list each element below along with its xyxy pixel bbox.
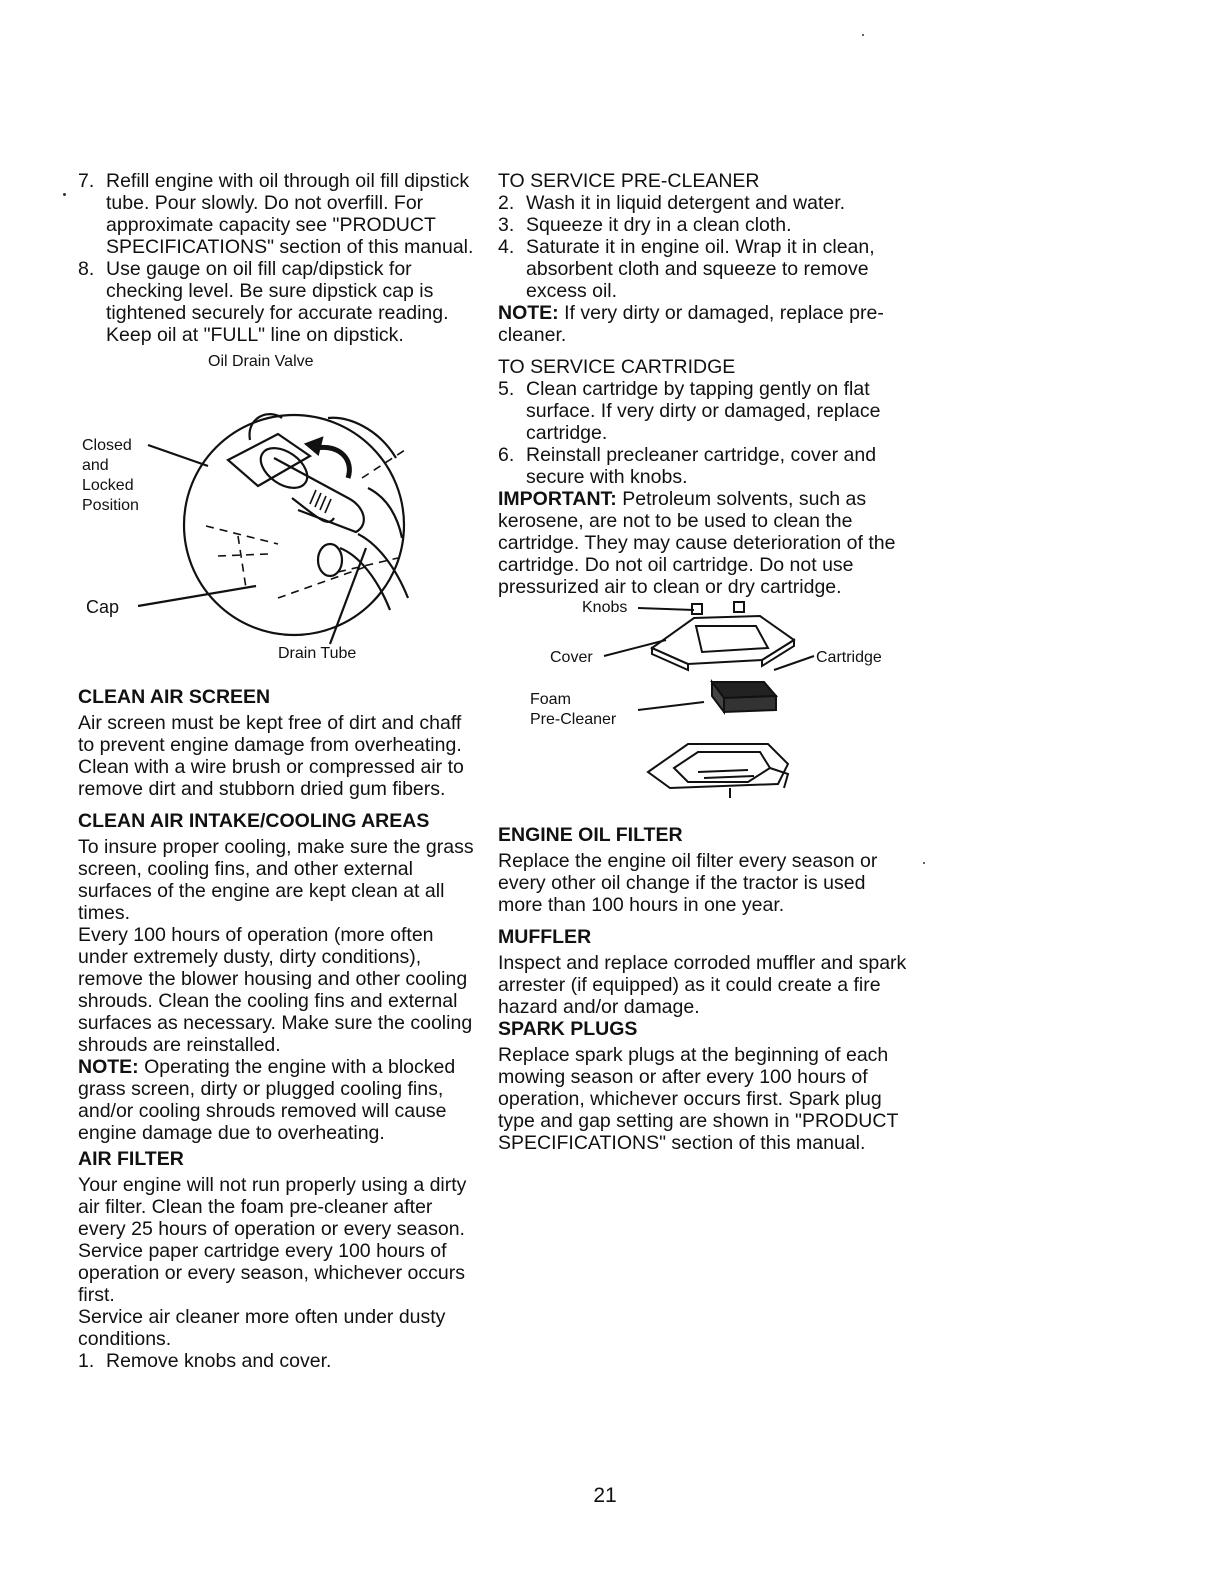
label-line: and	[82, 457, 109, 474]
step-text: Use gauge on oil fill cap/dipstick for checking level. Be sure dipstick cap is tightened securely for accurate reading. Keep oil at "FULL" line on dipstick.	[106, 258, 449, 346]
clean-air-intake-para2: Every 100 hours of operation (more often under extremely dusty, dirty conditions), remove the blower housing and other cooling shrouds. Clean the cooling fins and external surfaces as necessary. Make sure the cooling shrouds are reinstalled.	[78, 924, 473, 1056]
air-filter-para1: Your engine will not run properly using a dirty air filter. Clean the foam pre-cleaner after every 25 hours of operation or every season. Service paper cartridge every 100 hours of operation or every season, whichever occurs first.	[78, 1174, 467, 1306]
label-line: Locked	[82, 477, 134, 494]
left-column	[78, 170, 478, 1372]
note-text: Operating the engine with a blocked grass screen, dirty or plugged cooling fins, and/or cooling shrouds removed will cause engine damage due to overheating.	[78, 1056, 456, 1144]
foam-precleaner-label	[530, 690, 616, 730]
step-8	[78, 258, 478, 346]
clean-air-screen-body: Air screen must be kept free of dirt and chaff to prevent engine damage from overheating. Clean with a wire brush or compressed air to remove dirt and stubborn dried gum fibers.	[78, 712, 464, 800]
step-text: Squeeze it dry in a clean cloth.	[526, 214, 792, 236]
step-5	[498, 378, 908, 444]
clean-air-intake-para1: To insure proper cooling, make sure the grass screen, cooling fins, and other external surfaces of the engine are kept clean at all times.	[78, 836, 474, 924]
step-text: Refill engine with oil through oil fill dipstick tube. Pour slowly. Do not overfill. For approximate capacity see "PRODUCT SPECIFICATIONS" section of this manual.	[106, 170, 474, 258]
clean-air-screen-heading: CLEAN AIR SCREEN	[78, 686, 271, 708]
step-7	[78, 170, 478, 258]
scan-speck	[862, 34, 864, 36]
air-filter-para2: Service air cleaner more often under dusty conditions.	[78, 1306, 446, 1350]
clean-air-intake-heading: CLEAN AIR INTAKE/COOLING AREAS	[78, 810, 430, 832]
label-line: Position	[82, 497, 139, 514]
step-number: 3.	[498, 214, 515, 236]
right-column	[498, 170, 908, 1154]
cartridge-label: Cartridge	[816, 649, 882, 666]
step-number: 6.	[498, 444, 515, 466]
step-3	[498, 214, 908, 236]
air-cleaner-figure	[498, 598, 908, 824]
spark-plugs-heading: SPARK PLUGS	[498, 1018, 638, 1040]
service-precleaner-heading: TO SERVICE PRE-CLEANER	[498, 170, 760, 192]
note-label: NOTE:	[498, 302, 559, 324]
step-number: 2.	[498, 192, 515, 214]
label-line: Closed	[82, 437, 132, 454]
drain-tube-label: Drain Tube	[278, 645, 357, 662]
clean-air-intake-note	[78, 1056, 478, 1144]
precleaner-note	[498, 302, 908, 346]
label-line: Foam	[530, 691, 571, 708]
cover-label: Cover	[550, 649, 593, 666]
step-6	[498, 444, 908, 488]
step-text: Wash it in liquid detergent and water.	[526, 192, 846, 214]
step-number: 5.	[498, 378, 515, 400]
step-number: 1.	[78, 1350, 95, 1372]
note-text: If very dirty or damaged, replace pre-cleaner.	[498, 302, 884, 346]
cap-label: Cap	[86, 597, 120, 617]
air-filter-heading: AIR FILTER	[78, 1148, 184, 1170]
step-text: Remove knobs and cover.	[106, 1350, 332, 1372]
page-number: 21	[593, 1484, 617, 1507]
step-text: Clean cartridge by tapping gently on flat surface. If very dirty or damaged, replace cartridge.	[526, 378, 881, 444]
important-note	[498, 488, 908, 598]
service-cartridge-heading: TO SERVICE CARTRIDGE	[498, 356, 736, 378]
step-text: Reinstall precleaner cartridge, cover and secure with knobs.	[526, 444, 877, 488]
important-label: IMPORTANT:	[498, 488, 617, 510]
step-4	[498, 236, 908, 302]
closed-locked-label	[82, 436, 139, 516]
step-2	[498, 192, 908, 214]
engine-oil-filter-body: Replace the engine oil filter every season or every other oil change if the tractor is used more than 100 hours in one year.	[498, 850, 878, 916]
step-number: 7.	[78, 170, 95, 192]
note-label: NOTE:	[78, 1056, 139, 1078]
step-number: 8.	[78, 258, 95, 280]
figure-title: Oil Drain Valve	[208, 353, 314, 370]
important-text: Petroleum solvents, such as kerosene, are not to be used to clean the cartridge. They may cause deterioration of the cartridge. Do not oil cartridge. Do not use pressurized air to clean or dry cartridge.	[498, 488, 896, 598]
label-line: Pre-Cleaner	[530, 711, 617, 728]
muffler-body: Inspect and replace corroded muffler and spark arrester (if equipped) as it could create a fire hazard and/or damage.	[498, 952, 907, 1018]
scan-speck	[63, 193, 66, 196]
scan-speck	[923, 862, 925, 864]
step-text: Saturate it in engine oil. Wrap it in clean, absorbent cloth and squeeze to remove excess oil.	[526, 236, 875, 302]
oil-drain-valve-figure	[78, 348, 478, 678]
muffler-heading: MUFFLER	[498, 926, 592, 948]
step-1	[78, 1350, 478, 1372]
step-number: 4.	[498, 236, 515, 258]
knobs-label: Knobs	[582, 599, 628, 616]
spark-plugs-body: Replace spark plugs at the beginning of each mowing season or after every 100 hours of operation, whichever occurs first. Spark plug type and gap setting are shown in "PRODUCT SPECIFICATIONS" section of this manual.	[498, 1044, 899, 1154]
engine-oil-filter-heading: ENGINE OIL FILTER	[498, 824, 683, 846]
